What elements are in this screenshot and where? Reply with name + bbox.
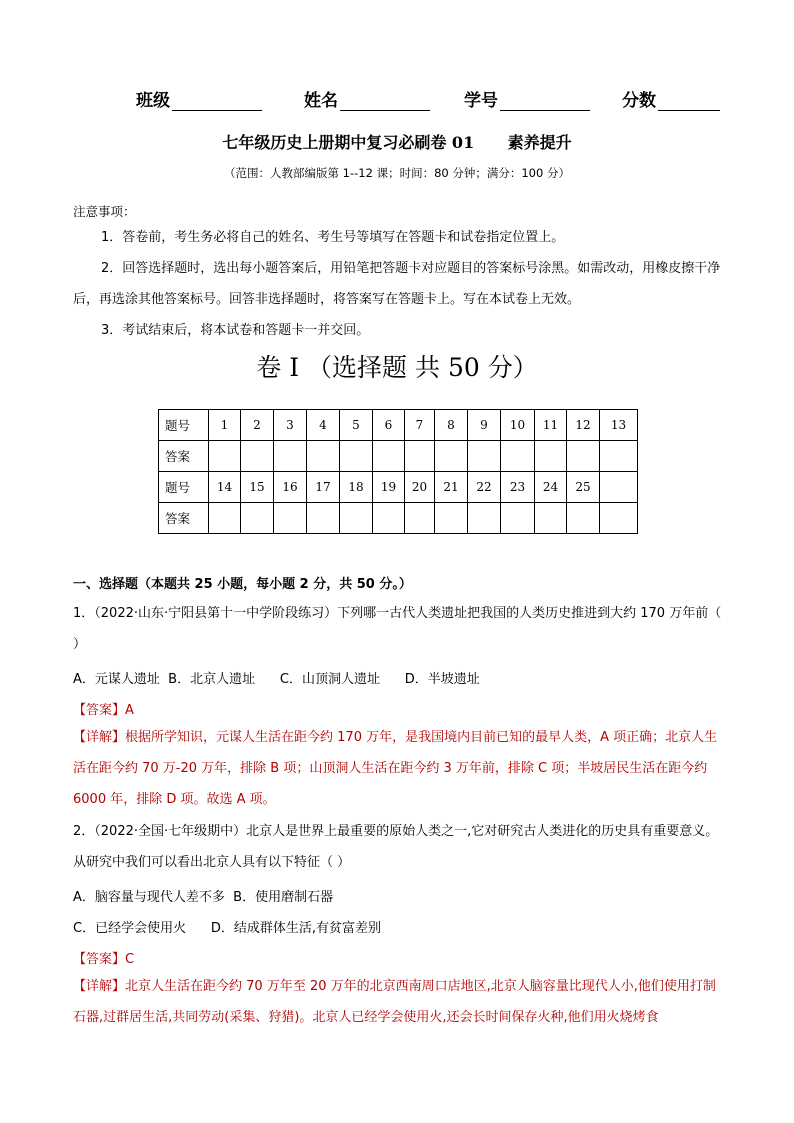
question-number-cell: 12 (567, 410, 600, 441)
row-label-question: 题号 (159, 472, 209, 503)
answer-cell[interactable] (340, 441, 373, 472)
question-1-options: A．元谋人遗址 B．北京人遗址 C．山顶洞人遗址 D．半坡遗址 (73, 672, 480, 687)
exam-title: 七年级历史上册期中复习必刷卷 01 素养提升 (222, 133, 572, 152)
answer-cell[interactable] (567, 441, 600, 472)
question-number-cell: 9 (468, 410, 501, 441)
question-number-cell: 15 (241, 472, 274, 503)
answer-cell[interactable] (209, 441, 241, 472)
note-item: 2．回答选择题时，选出每小题答案后，用铅笔把答题卡对应题目的答案标号涂黑。如需改动，用橡皮擦干净后，再选涂其他答案标号。回答非选择题时，将答案写在答题卡上。写在本试卷上无效。 (73, 261, 721, 307)
student-id-blank (500, 92, 590, 111)
question-number-cell: 10 (501, 410, 535, 441)
answer-cell[interactable] (373, 503, 405, 534)
table-row-answers-1 (159, 441, 638, 472)
answer-cell[interactable] (567, 503, 600, 534)
answer-cell[interactable] (241, 503, 274, 534)
question-number-cell: 6 (373, 410, 405, 441)
student-id-field (464, 86, 590, 111)
note-item: 3．考试结束后，将本试卷和答题卡一并交回。 (101, 323, 370, 338)
question-number-cell: 25 (567, 472, 600, 503)
question-2-stem: 2．（2022·全国·七年级期中）北京人是世界上最重要的原始人类之一,它对研究古人类进化的历史具有重要意义。从研究中我们可以看出北京人具有以下特征（ ） (73, 824, 719, 870)
answer-cell[interactable] (535, 503, 567, 534)
question-number-cell: 19 (373, 472, 405, 503)
answer-tag: 【答案】 (73, 952, 126, 967)
question-number-cell: 18 (340, 472, 373, 503)
answer-cell[interactable] (274, 441, 307, 472)
class-field (136, 86, 262, 111)
table-row-numbers-1 (159, 410, 638, 441)
question-number-cell: 20 (405, 472, 435, 503)
answer-cell[interactable] (373, 441, 405, 472)
question-number-cell: 4 (307, 410, 340, 441)
exam-subtitle: （范围：人教部编版第 1--12 课；时间：80 分钟；满分：100 分） (224, 166, 570, 180)
answer-cell[interactable] (435, 441, 468, 472)
question-number-cell: 17 (307, 472, 340, 503)
answer-cell[interactable] (307, 441, 340, 472)
question-2-answer (73, 948, 134, 967)
answer-cell[interactable] (468, 441, 501, 472)
note-item: 1．答卷前，考生务必将自己的姓名、考生号等填写在答题卡和试卷指定位置上。 (101, 230, 565, 245)
student-id-label: 学号 (464, 91, 498, 111)
row-label-answer: 答案 (159, 441, 209, 472)
question-1-detail (73, 722, 723, 815)
answer-cell[interactable] (307, 503, 340, 534)
answer-cell[interactable] (405, 441, 435, 472)
answer-cell[interactable] (501, 441, 535, 472)
answer-cell[interactable] (435, 503, 468, 534)
detail-text: 根据所学知识，元谋人生活在距今约 170 万年，是我国境内目前已知的最早人类，A 项正确；北京人生活在距今约 70 万-20 万年，排除 B 项；山顶洞人生活在距今约 3 万年前，排除 C 项；半坡居民生活在距今约 6000 年，排除 D 项。故选 A 项。 (73, 730, 718, 807)
detail-text: 北京人生活在距今约 70 万年至 20 万年的北京西南周口店地区,北京人脑容量比现代人小,他们使用打制石器,过群居生活,共同劳动(采集、狩猎)。北京人已经学会使用火,还会长时间保存火种,他们用火烧烤食 (73, 979, 716, 1025)
question-number-cell: 3 (274, 410, 307, 441)
question-1-stem: 1．（2022·山东·宁阳县第十一中学阶段练习）下列哪一古代人类遗址把我国的人类历史推进到大约 170 万年前（ ） (73, 606, 722, 652)
answer-cell[interactable] (600, 503, 638, 534)
answer-cell[interactable] (340, 503, 373, 534)
answer-cell[interactable] (274, 503, 307, 534)
question-1-answer (73, 699, 134, 718)
question-2-options-line-2: C．已经学会使用火 D．结成群体生活,有贫富差别 (73, 921, 382, 936)
answer-value: A (125, 703, 134, 718)
question-number-cell: 7 (405, 410, 435, 441)
answer-cell[interactable] (241, 441, 274, 472)
answer-cell[interactable] (535, 441, 567, 472)
score-blank (658, 92, 720, 111)
detail-tag: 【详解】 (73, 730, 126, 745)
name-field (304, 86, 430, 111)
question-number-cell: 16 (274, 472, 307, 503)
question-number-cell: 1 (209, 410, 241, 441)
answer-tag: 【答案】 (73, 703, 126, 718)
answer-cell[interactable] (600, 441, 638, 472)
question-number-cell (600, 472, 638, 503)
row-label-answer: 答案 (159, 503, 209, 534)
student-info-header (136, 86, 726, 110)
question-number-cell: 14 (209, 472, 241, 503)
table-row-numbers-2 (159, 472, 638, 503)
answer-cell[interactable] (209, 503, 241, 534)
table-row-answers-2 (159, 503, 638, 534)
answer-cell[interactable] (405, 503, 435, 534)
question-2-options-line-1: A．脑容量与现代人差不多 B．使用磨制石器 (73, 890, 334, 905)
name-label: 姓名 (304, 91, 338, 111)
question-number-cell: 22 (468, 472, 501, 503)
class-blank (172, 92, 262, 111)
question-number-cell: 23 (501, 472, 535, 503)
section-title: 一、选择题（本题共 25 小题，每小题 2 分，共 50 分。） (73, 577, 412, 592)
question-2-detail (73, 971, 723, 1033)
score-field (622, 86, 720, 111)
class-label: 班级 (136, 91, 170, 111)
question-number-cell: 24 (535, 472, 567, 503)
detail-tag: 【详解】 (73, 979, 126, 994)
row-label-question: 题号 (159, 410, 209, 441)
question-number-cell: 21 (435, 472, 468, 503)
question-number-cell: 11 (535, 410, 567, 441)
question-number-cell: 13 (600, 410, 638, 441)
section-banner: 卷 I （选择题 共 50 分） (256, 353, 538, 382)
answer-cell[interactable] (501, 503, 535, 534)
question-number-cell: 8 (435, 410, 468, 441)
name-blank (340, 92, 430, 111)
answer-grid (158, 409, 638, 534)
answer-cell[interactable] (468, 503, 501, 534)
answer-value: C (125, 952, 135, 967)
question-number-cell: 2 (241, 410, 274, 441)
notes-title: 注意事项： (73, 204, 136, 219)
score-label: 分数 (622, 91, 656, 111)
question-number-cell: 5 (340, 410, 373, 441)
